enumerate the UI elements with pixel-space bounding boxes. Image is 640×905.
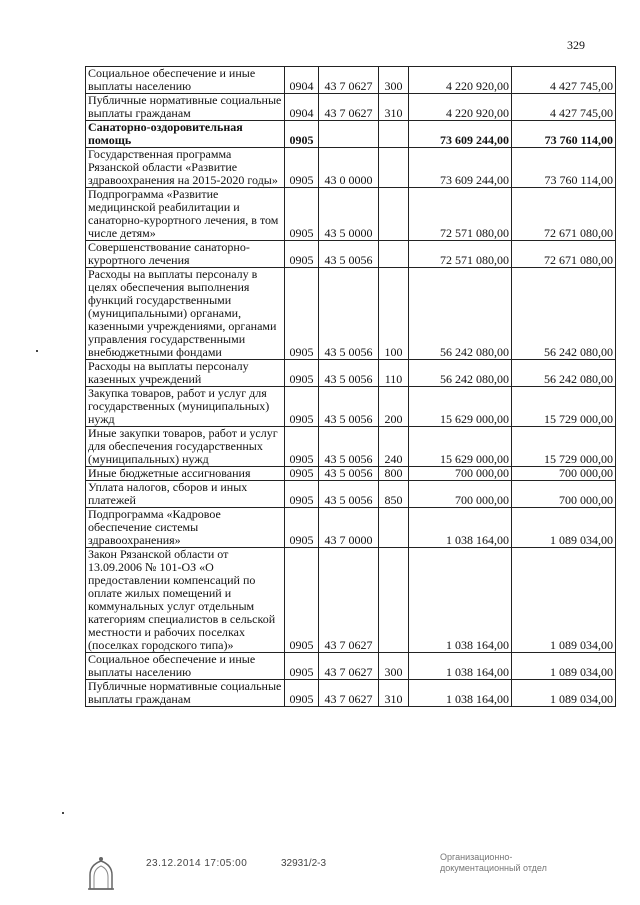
row-name-cell: Подпрограмма «Развитие медицинской реабилитации и санаторно-курортного лечения, в том числе детям» <box>86 188 285 241</box>
target-article-cell: 43 7 0627 <box>319 548 379 653</box>
row-name-cell: Закупка товаров, работ и услуг для государственных (муниципальных) нужд <box>86 387 285 427</box>
expense-type-cell: 240 <box>379 427 409 467</box>
budget-table-body <box>86 67 616 707</box>
amount-2015-cell: 4 220 920,00 <box>409 94 512 121</box>
section-code-cell: 0904 <box>285 67 319 94</box>
row-name-cell: Расходы на выплаты персоналу казенных учреждений <box>86 360 285 387</box>
page-number: 329 <box>567 38 585 52</box>
amount-2015-cell: 1 038 164,00 <box>409 508 512 548</box>
margin-mark <box>62 812 64 814</box>
table-row <box>86 360 616 387</box>
section-code-cell: 0905 <box>285 508 319 548</box>
table-row <box>86 268 616 360</box>
amount-2015-cell: 72 571 080,00 <box>409 241 512 268</box>
amount-2015-cell: 15 629 000,00 <box>409 427 512 467</box>
row-name-cell: Государственная программа Рязанской области «Развитие здравоохранения на 2015-2020 годы» <box>86 148 285 188</box>
amount-2016-cell: 56 242 080,00 <box>512 268 616 360</box>
target-article-cell: 43 5 0056 <box>319 387 379 427</box>
amount-2016-cell: 72 671 080,00 <box>512 241 616 268</box>
row-name-cell: Расходы на выплаты персоналу в целях обеспечения выполнения функций государственными (муниципальными) органами, казенными учреждениями, органами управления государственными внебюджетными фондами <box>86 268 285 360</box>
stamp-icon <box>84 855 118 891</box>
amount-2016-cell: 73 760 114,00 <box>512 148 616 188</box>
amount-2015-cell: 73 609 244,00 <box>409 148 512 188</box>
section-code-cell: 0905 <box>285 148 319 188</box>
section-code-cell: 0905 <box>285 481 319 508</box>
budget-table <box>85 66 616 707</box>
expense-type-cell <box>379 548 409 653</box>
amount-2016-cell: 1 089 034,00 <box>512 653 616 680</box>
row-name-cell: Иные закупки товаров, работ и услуг для обеспечения государственных (муниципальных) нужд <box>86 427 285 467</box>
amount-2016-cell: 72 671 080,00 <box>512 188 616 241</box>
section-code-cell: 0905 <box>285 360 319 387</box>
amount-2016-cell: 15 729 000,00 <box>512 387 616 427</box>
table-row <box>86 188 616 241</box>
section-code-cell: 0905 <box>285 268 319 360</box>
expense-type-cell: 850 <box>379 481 409 508</box>
amount-2015-cell: 700 000,00 <box>409 467 512 481</box>
footer-watermark <box>440 852 547 874</box>
expense-type-cell <box>379 148 409 188</box>
section-code-cell: 0905 <box>285 427 319 467</box>
section-code-cell: 0905 <box>285 653 319 680</box>
expense-type-cell: 310 <box>379 94 409 121</box>
expense-type-cell: 800 <box>379 467 409 481</box>
table-row <box>86 427 616 467</box>
row-name-cell: Закон Рязанской области от 13.09.2006 № 101-ОЗ «О предоставлении компенсаций по оплате жилых помещений и коммунальных услуг отдельным категориям специалистов в сельской местности и рабочих поселках (поселках городского типа)» <box>86 548 285 653</box>
amount-2015-cell: 1 038 164,00 <box>409 653 512 680</box>
amount-2015-cell: 73 609 244,00 <box>409 121 512 148</box>
row-name-cell: Санаторно-оздоровительная помощь <box>86 121 285 148</box>
table-row <box>86 548 616 653</box>
amount-2015-cell: 56 242 080,00 <box>409 268 512 360</box>
section-code-cell: 0905 <box>285 467 319 481</box>
expense-type-cell <box>379 188 409 241</box>
expense-type-cell: 300 <box>379 653 409 680</box>
row-name-cell: Подпрограмма «Кадровое обеспечение системы здравоохранения» <box>86 508 285 548</box>
target-article-cell: 43 7 0627 <box>319 94 379 121</box>
table-row <box>86 94 616 121</box>
footer-document-code: 32931/2-3 <box>281 858 327 869</box>
amount-2016-cell: 1 089 034,00 <box>512 548 616 653</box>
amount-2016-cell: 4 427 745,00 <box>512 94 616 121</box>
amount-2015-cell: 15 629 000,00 <box>409 387 512 427</box>
target-article-cell <box>319 121 379 148</box>
watermark-line: документационный отдел <box>440 863 547 873</box>
table-row <box>86 148 616 188</box>
table-row <box>86 653 616 680</box>
row-name-cell: Публичные нормативные социальные выплаты гражданам <box>86 680 285 707</box>
target-article-cell: 43 7 0627 <box>319 67 379 94</box>
section-code-cell: 0904 <box>285 94 319 121</box>
row-name-cell: Иные бюджетные ассигнования <box>86 467 285 481</box>
expense-type-cell <box>379 241 409 268</box>
target-article-cell: 43 7 0627 <box>319 680 379 707</box>
expense-type-cell: 200 <box>379 387 409 427</box>
section-code-cell: 0905 <box>285 548 319 653</box>
section-code-cell: 0905 <box>285 387 319 427</box>
section-code-cell: 0905 <box>285 121 319 148</box>
amount-2015-cell: 1 038 164,00 <box>409 680 512 707</box>
target-article-cell: 43 5 0056 <box>319 360 379 387</box>
table-row <box>86 481 616 508</box>
amount-2016-cell: 15 729 000,00 <box>512 427 616 467</box>
target-article-cell: 43 5 0056 <box>319 467 379 481</box>
section-code-cell: 0905 <box>285 680 319 707</box>
row-name-cell: Публичные нормативные социальные выплаты гражданам <box>86 94 285 121</box>
expense-type-cell: 110 <box>379 360 409 387</box>
section-code-cell: 0905 <box>285 188 319 241</box>
expense-type-cell: 300 <box>379 67 409 94</box>
watermark-line: Организационно- <box>440 852 513 862</box>
amount-2016-cell: 56 242 080,00 <box>512 360 616 387</box>
margin-mark <box>36 350 38 352</box>
amount-2016-cell: 73 760 114,00 <box>512 121 616 148</box>
row-name-cell: Социальное обеспечение и иные выплаты населению <box>86 67 285 94</box>
amount-2015-cell: 4 220 920,00 <box>409 67 512 94</box>
amount-2015-cell: 72 571 080,00 <box>409 188 512 241</box>
row-name-cell: Совершенствование санаторно-курортного лечения <box>86 241 285 268</box>
amount-2015-cell: 56 242 080,00 <box>409 360 512 387</box>
expense-type-cell <box>379 508 409 548</box>
row-name-cell: Уплата налогов, сборов и иных платежей <box>86 481 285 508</box>
target-article-cell: 43 0 0000 <box>319 148 379 188</box>
target-article-cell: 43 5 0056 <box>319 241 379 268</box>
table-row <box>86 67 616 94</box>
table-row <box>86 508 616 548</box>
expense-type-cell: 310 <box>379 680 409 707</box>
table-row <box>86 241 616 268</box>
table-row <box>86 121 616 148</box>
table-row <box>86 467 616 481</box>
amount-2015-cell: 700 000,00 <box>409 481 512 508</box>
target-article-cell: 43 5 0056 <box>319 481 379 508</box>
amount-2016-cell: 1 089 034,00 <box>512 508 616 548</box>
target-article-cell: 43 5 0056 <box>319 427 379 467</box>
table-row <box>86 680 616 707</box>
amount-2015-cell: 1 038 164,00 <box>409 548 512 653</box>
amount-2016-cell: 700 000,00 <box>512 481 616 508</box>
target-article-cell: 43 5 0000 <box>319 188 379 241</box>
footer-date: 23.12.2014 17:05:00 <box>146 858 248 869</box>
expense-type-cell: 100 <box>379 268 409 360</box>
target-article-cell: 43 7 0627 <box>319 653 379 680</box>
row-name-cell: Социальное обеспечение и иные выплаты населению <box>86 653 285 680</box>
amount-2016-cell: 700 000,00 <box>512 467 616 481</box>
section-code-cell: 0905 <box>285 241 319 268</box>
table-row <box>86 387 616 427</box>
target-article-cell: 43 7 0000 <box>319 508 379 548</box>
amount-2016-cell: 4 427 745,00 <box>512 67 616 94</box>
expense-type-cell <box>379 121 409 148</box>
target-article-cell: 43 5 0056 <box>319 268 379 360</box>
amount-2016-cell: 1 089 034,00 <box>512 680 616 707</box>
